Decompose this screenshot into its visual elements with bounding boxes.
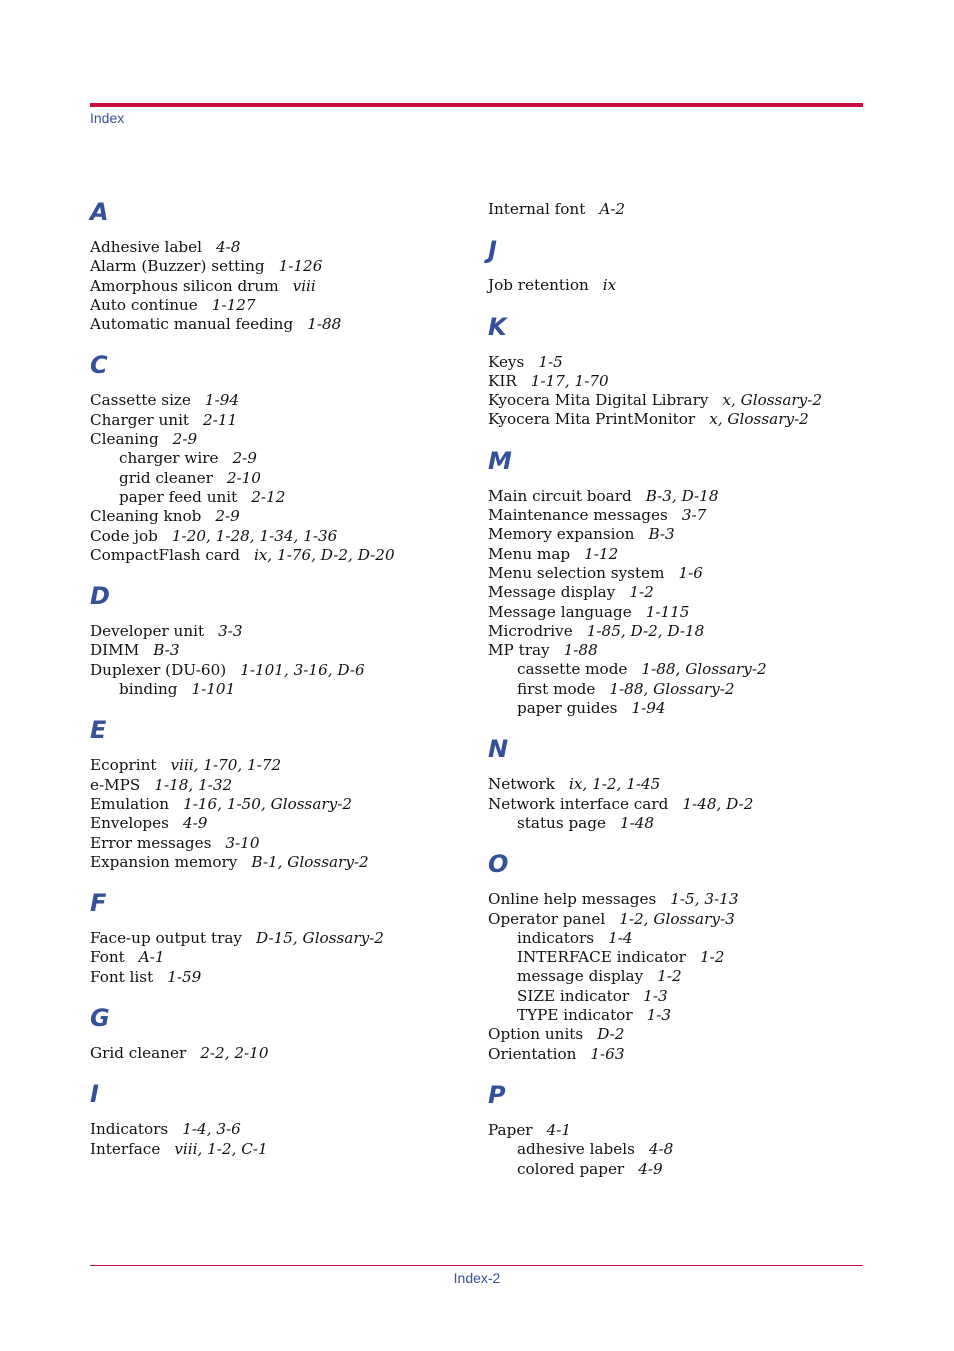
group-spacer [488,1064,868,1079]
index-term: INTERFACE indicator [517,948,686,967]
index-group-g [90,1002,470,1063]
index-subentry [488,660,868,679]
index-subentry [488,814,868,833]
index-page-refs[interactable]: 4-9 [638,1159,663,1178]
index-page-refs[interactable]: 4-1 [546,1120,572,1139]
index-subentry [90,488,470,507]
index-entry [90,968,470,987]
index-entry [488,890,868,909]
index-page-refs[interactable]: 1-88 [307,315,342,334]
index-entry [90,315,470,334]
index-entry [488,910,868,929]
index-page-refs[interactable]: 2-9 [215,507,240,526]
index-term: Font [90,948,125,967]
index-page-refs[interactable]: 1-94 [631,699,666,718]
index-entry [90,257,470,276]
index-entry [90,430,470,449]
index-term: Adhesive label [90,238,202,256]
index-group-j [488,234,868,295]
index-letter-heading: I [90,1080,99,1109]
index-page-refs[interactable]: 4-9 [182,814,208,833]
index-term: Automatic manual feeding [90,315,294,334]
index-letter-heading: O [488,850,509,879]
index-term: Message display [488,583,616,602]
section-label: Index [90,110,125,126]
index-term: Grid cleaner [90,1044,187,1063]
index-entry [90,622,470,641]
index-entry [488,603,868,622]
index-letter-heading: M [488,446,512,475]
index-page-refs[interactable]: 1-115 [645,602,690,621]
index-term: Error messages [90,833,212,852]
index-term: Kyocera Mita Digital Library [488,391,709,410]
index-group-o [488,848,868,1064]
index-subentry [90,469,470,488]
index-page-refs[interactable]: 1-63 [590,1044,625,1063]
index-term: Memory expansion [488,525,635,544]
index-page-refs[interactable]: viii, 1-70, 1-72 [170,756,282,775]
index-term: Code job [90,526,158,545]
index-page-refs[interactable]: 1-48, D-2 [682,794,754,813]
index-page-refs[interactable]: 1-17, 1-70 [530,371,609,390]
group-spacer [90,987,470,1002]
group-spacer [488,219,868,234]
index-entry [488,545,868,564]
index-term: Network [488,775,555,794]
index-term: first mode [517,679,596,698]
index-entry [488,1025,868,1044]
index-page-refs[interactable]: B-3 [648,525,675,544]
index-page-refs[interactable]: 1-12 [584,544,619,563]
index-page-refs[interactable]: B-3 [153,641,180,660]
index-term: Alarm (Buzzer) setting [90,257,265,276]
index-term: Cassette size [90,391,191,410]
index-page-refs[interactable]: x, Glossary-2 [722,391,823,410]
index-letter-heading: P [488,1080,506,1109]
index-term: Menu map [488,544,571,563]
index-term: SIZE indicator [517,986,630,1005]
index-term: colored paper [517,1159,625,1178]
index-term: Internal font [488,200,586,218]
index-term: Microdrive [488,621,573,640]
index-entry [90,411,470,430]
index-group-m [488,445,868,719]
index-term: Operator panel [488,909,606,928]
index-page-refs[interactable]: 1-94 [204,391,240,410]
index-group-f [90,887,470,987]
index-page-refs[interactable]: B-3, D-18 [645,486,719,505]
index-page-refs[interactable]: D-2 [597,1025,625,1044]
index-entry [488,487,868,506]
index-term: CompactFlash card [90,545,240,564]
index-term: charger wire [119,449,219,468]
index-page-refs[interactable]: 1-20, 1-28, 1-34, 1-36 [171,526,338,545]
index-entry [488,276,868,295]
group-spacer [488,718,868,733]
index-page-refs[interactable]: 2-2, 2-10 [200,1044,269,1063]
index-letter-heading: K [488,312,507,341]
index-entry [488,641,868,660]
index-entry [90,853,470,872]
index-letter-heading: F [90,889,107,918]
index-page-refs[interactable]: 2-12 [251,487,286,506]
index-term: Kyocera Mita PrintMonitor [488,410,696,429]
index-entry [488,583,868,602]
index-entry [90,546,470,565]
index-page-refs[interactable]: 1-4, 3-6 [182,1120,241,1139]
index-term: Job retention [488,276,589,295]
index-term: paper feed unit [119,487,238,506]
index-term: Option units [488,1025,584,1044]
index-entry [90,507,470,526]
index-entry [488,410,868,429]
index-term: indicators [517,928,595,947]
index-term: Duplexer (DU-60) [90,660,227,679]
index-letter-heading: G [90,1004,110,1033]
index-page-refs[interactable]: 1-18, 1-32 [154,775,233,794]
index-entry [488,622,868,641]
index-group [488,200,868,219]
index-entry [90,641,470,660]
index-entry [488,372,868,391]
index-term: Face-up output tray [90,929,242,948]
index-subentry [488,1160,868,1179]
index-letter-heading: E [90,716,107,745]
index-page-refs[interactable]: 3-10 [225,833,260,852]
group-spacer [90,1063,470,1078]
index-entry [488,1045,868,1064]
index-term: Cleaning [90,430,159,449]
group-spacer [90,872,470,887]
index-page-refs[interactable]: ix, 1-76, D-2, D-20 [253,545,395,564]
index-letter-heading: A [90,198,109,226]
index-term: status page [517,813,606,832]
index-term: grid cleaner [119,468,213,487]
index-entry [488,525,868,544]
index-entry [488,775,868,794]
index-term: MP tray [488,641,550,660]
index-entry [90,277,470,296]
index-term: Envelopes [90,814,169,833]
group-spacer [90,565,470,580]
index-entry [90,296,470,315]
index-page-refs[interactable]: D-15, Glossary-2 [255,929,384,948]
index-page-refs[interactable]: 1-3 [643,986,668,1005]
index-entry [90,527,470,546]
index-letter-heading: N [488,735,509,764]
index-term: Developer unit [90,622,205,641]
index-page-refs[interactable]: x, Glossary-2 [709,410,809,429]
index-page-refs[interactable]: 1-2 [699,948,725,967]
header-rule [90,103,863,107]
index-page-refs[interactable]: ix [602,276,617,295]
index-group-d [90,580,470,699]
index-term: Main circuit board [488,486,632,505]
index-page-refs[interactable]: viii, 1-2, C-1 [174,1139,268,1158]
index-entry [90,238,470,257]
index-page-refs[interactable]: 1-101, 3-16, D-6 [240,660,365,679]
index-subentry [90,680,470,699]
index-page-refs[interactable]: B-1, Glossary-2 [251,852,369,871]
index-term: paper guides [517,699,618,718]
index-subentry [488,1140,868,1159]
page-number: Index-2 [453,1270,501,1286]
index-page-refs[interactable]: 1-126 [278,257,323,276]
index-page-refs[interactable]: 1-2, Glossary-3 [619,909,735,928]
index-term: Message language [488,602,632,621]
index-term: Menu selection system [488,563,665,582]
index-term: e-MPS [90,775,141,794]
index-letter-heading: D [90,582,110,611]
index-page-refs[interactable]: 1-16, 1-50, Glossary-2 [183,794,353,813]
index-page-refs[interactable]: 1-48 [619,813,655,832]
index-subentry [90,449,470,468]
index-entry [90,1044,470,1063]
index-term: binding [119,680,178,699]
index-column-left [90,196,470,1159]
index-subentry [488,699,868,718]
index-letter-heading: C [90,351,108,380]
index-term: Emulation [90,794,170,813]
index-page-refs[interactable]: 1-6 [678,563,703,582]
index-letter-heading: J [488,236,497,265]
index-entry [90,929,470,948]
index-group-e [90,714,470,872]
index-page-refs[interactable]: 1-2 [657,967,682,986]
group-spacer [488,833,868,848]
index-entry [488,795,868,814]
index-group-i [90,1078,470,1159]
index-subentry [488,1006,868,1025]
index-group-a [90,196,470,334]
index-page-refs[interactable]: 2-10 [226,468,261,487]
index-entry [90,834,470,853]
index-column-right [488,200,868,1179]
index-page-refs[interactable]: 1-88, Glossary-2 [609,679,735,698]
index-page-refs[interactable]: 1-5 [538,352,563,371]
index-entry [90,1140,470,1159]
index-term: Network interface card [488,794,669,813]
index-entry [488,564,868,583]
index-page-refs[interactable]: ix, 1-2, 1-45 [569,775,661,794]
index-page-refs[interactable]: 1-85, D-2, D-18 [586,621,705,640]
index-page-refs[interactable]: 1-4 [608,928,633,947]
index-subentry [488,987,868,1006]
index-group-k [488,311,868,430]
index-term: Expansion memory [90,852,238,871]
index-page-refs[interactable]: 1-59 [167,967,202,986]
index-page-refs[interactable]: 1-88 [563,641,598,660]
index-term: Maintenance messages [488,506,668,525]
index-term: KIR [488,371,517,390]
index-term: Orientation [488,1044,577,1063]
index-term: Ecoprint [90,756,157,775]
group-spacer [488,430,868,445]
index-entry [90,391,470,410]
index-page-refs[interactable]: 2-9 [172,430,198,449]
group-spacer [488,296,868,311]
index-term: message display [517,967,644,986]
index-term: Auto continue [90,295,198,314]
index-term: Charger unit [90,410,190,429]
index-term: Interface [90,1139,161,1158]
index-entry [488,200,868,219]
index-term: DIMM [90,641,140,660]
index-page-refs[interactable]: 1-88, Glossary-2 [641,660,767,679]
index-term: Font list [90,967,154,986]
index-page-refs[interactable]: 4-8 [216,238,241,256]
index-term: adhesive labels [517,1140,635,1159]
index-entry [488,391,868,410]
index-entry [90,756,470,775]
index-entry [90,948,470,967]
index-page-refs[interactable]: 1-3 [646,1006,672,1025]
index-page-refs[interactable]: 2-9 [232,449,257,468]
index-subentry [488,929,868,948]
index-subentry [488,680,868,699]
index-page-refs[interactable]: A-2 [599,200,626,218]
index-page-refs[interactable]: 2-11 [203,410,238,429]
index-term: Cleaning knob [90,507,202,526]
footer-rule [90,1265,863,1266]
index-entry [488,353,868,372]
index-subentry [488,967,868,986]
index-group-n [488,733,868,833]
index-entry [488,506,868,525]
group-spacer [90,334,470,349]
index-term: Online help messages [488,890,657,909]
index-entry [488,1121,868,1140]
index-term: Keys [488,352,525,371]
index-subentry [488,948,868,967]
index-page-refs[interactable]: 1-101 [191,680,236,699]
group-spacer [90,699,470,714]
index-page-refs[interactable]: 1-5, 3-13 [670,890,739,909]
index-page-refs[interactable]: 1-127 [211,295,256,314]
index-term: Amorphous silicon drum [90,276,279,295]
index-entry [90,795,470,814]
index-term: cassette mode [517,660,628,679]
index-term: Indicators [90,1120,169,1139]
index-page-refs[interactable]: viii [292,276,316,295]
index-group-c [90,349,470,565]
index-page-refs[interactable]: 3-7 [681,506,707,525]
index-page-refs[interactable]: 1-2 [629,583,654,602]
index-group-p [488,1079,868,1179]
index-term: Paper [488,1120,533,1139]
index-entry [90,661,470,680]
index-term: TYPE indicator [517,1006,633,1025]
index-entry [90,1120,470,1139]
index-entry [90,814,470,833]
index-page-refs[interactable]: A-1 [138,948,165,967]
index-page-refs[interactable]: 3-3 [218,622,243,641]
index-entry [90,776,470,795]
index-page-refs[interactable]: 4-8 [648,1140,674,1159]
